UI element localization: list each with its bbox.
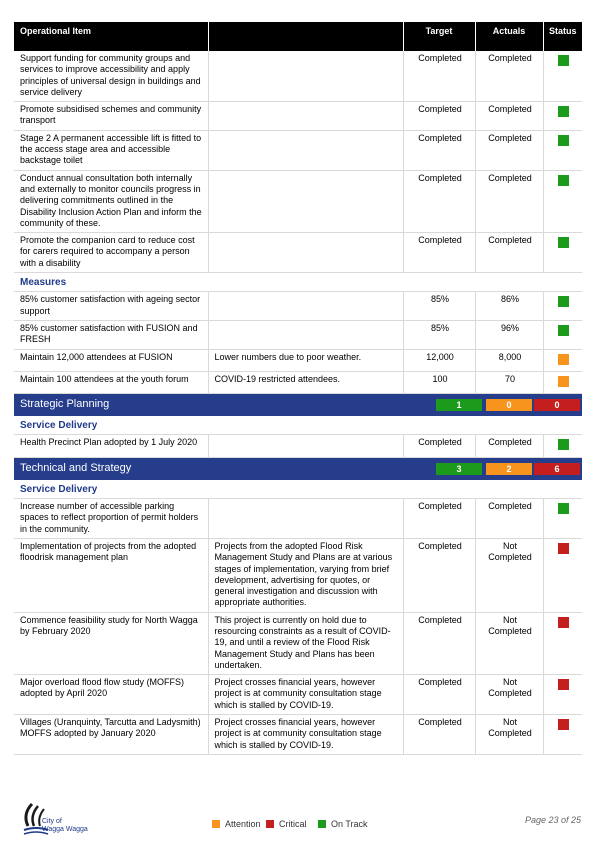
col-status-header: Status (543, 22, 582, 51)
actual-cell: Completed (475, 499, 543, 539)
item-cell: Implementation of projects from the adopted floodrisk management plan (14, 538, 208, 612)
status-indicator-icon (558, 376, 569, 387)
comment-cell (208, 292, 403, 321)
actual-cell: 86% (475, 292, 543, 321)
status-indicator-icon (558, 325, 569, 336)
status-indicator-icon (558, 175, 569, 186)
table-row (14, 292, 582, 321)
logo-line-2: Wagga Wagga (42, 826, 88, 833)
critical-count: 6 (534, 463, 580, 475)
comment-cell: Project crosses financial years, however project is at community consultation stage which is stalled by COVID-19. (208, 715, 403, 755)
col-comment-header (208, 22, 403, 51)
table-row (14, 51, 582, 102)
status-cell (543, 612, 582, 674)
status-cell (543, 675, 582, 715)
section-title: Technical and Strategy (20, 461, 132, 474)
item-cell: Stage 2 A permanent accessible lift is fitted to the access stage area and accessible backstage toilet (14, 130, 208, 170)
status-cell (543, 130, 582, 170)
status-indicator-icon (558, 439, 569, 450)
target-cell: Completed (403, 233, 475, 273)
status-indicator-icon (558, 354, 569, 365)
legend-critical-label: Critical (279, 819, 307, 829)
status-indicator-icon (558, 296, 569, 307)
comment-cell (208, 233, 403, 273)
table-row (14, 435, 582, 457)
target-cell: Completed (403, 499, 475, 539)
status-cell (543, 170, 582, 232)
section-banner (14, 457, 582, 480)
subheading: Service Delivery (14, 416, 582, 435)
target-cell: Completed (403, 435, 475, 457)
col-actuals-header: Actuals (475, 22, 543, 51)
status-indicator-icon (558, 543, 569, 554)
legend-on-track (318, 819, 368, 829)
actual-cell: Completed (475, 435, 543, 457)
target-cell: Completed (403, 612, 475, 674)
target-cell: Completed (403, 715, 475, 755)
table-row (14, 170, 582, 232)
status-cell (543, 715, 582, 755)
table-row (14, 371, 582, 393)
page-number: Page 23 of 25 (524, 815, 581, 825)
item-cell: Promote subsidised schemes and community transport (14, 102, 208, 131)
on-track-count: 3 (436, 463, 482, 475)
item-cell: Major overload flood flow study (MOFFS) adopted by April 2020 (14, 675, 208, 715)
table-row (14, 538, 582, 612)
report-page (14, 22, 582, 755)
table-row (14, 349, 582, 371)
target-cell: 85% (403, 320, 475, 349)
status-cell (543, 435, 582, 457)
item-cell: Conduct annual consultation both internally and externally to monitor councils progress in delivering commitments outlined in the Disability Inclusion Action Plan and inform the community of these. (14, 170, 208, 232)
attention-count: 2 (486, 463, 532, 475)
comment-cell: Lower numbers due to poor weather. (208, 349, 403, 371)
legend-critical (266, 819, 307, 829)
actual-cell: 8,000 (475, 349, 543, 371)
page-footer (0, 800, 599, 847)
comment-cell (208, 130, 403, 170)
status-cell (543, 349, 582, 371)
operational-table (14, 22, 582, 755)
section-title: Strategic Planning (20, 398, 110, 411)
subheading-row (14, 480, 582, 499)
item-cell: Increase number of accessible parking spaces to reflect proportion of permit holders in the community. (14, 499, 208, 539)
status-indicator-icon (558, 237, 569, 248)
actual-cell: 70 (475, 371, 543, 393)
table-row (14, 102, 582, 131)
status-cell (543, 499, 582, 539)
status-cell (543, 371, 582, 393)
status-cell (543, 538, 582, 612)
table-header (14, 22, 582, 51)
target-cell: Completed (403, 538, 475, 612)
comment-cell: Projects from the adopted Flood Risk Management Study and Plans are at various stages of implementation, varying from brief development, advertising for quotes, or general investigation and discussion with appropriate authorities. (208, 538, 403, 612)
on-track-swatch-icon (318, 820, 326, 828)
status-cell (543, 51, 582, 102)
status-indicator-icon (558, 106, 569, 117)
table-row (14, 612, 582, 674)
table-row (14, 675, 582, 715)
subheading-row (14, 416, 582, 435)
comment-cell (208, 499, 403, 539)
item-cell: Maintain 12,000 attendees at FUSION (14, 349, 208, 371)
actual-cell: 96% (475, 320, 543, 349)
actual-cell: Completed (475, 51, 543, 102)
target-cell: Completed (403, 130, 475, 170)
comment-cell: Project crosses financial years, however project is at community consultation stage which is stalled by COVID-19. (208, 675, 403, 715)
comment-cell (208, 170, 403, 232)
subheading-row (14, 273, 582, 292)
status-indicator-icon (558, 503, 569, 514)
target-cell: Completed (403, 51, 475, 102)
subheading: Service Delivery (14, 480, 582, 499)
status-indicator-icon (558, 135, 569, 146)
item-cell: 85% customer satisfaction with ageing sector support (14, 292, 208, 321)
legend-on-track-label: On Track (331, 819, 368, 829)
item-cell: Support funding for community groups and services to improve accessibility and apply principles of universal design in buildings and service delivery (14, 51, 208, 102)
item-cell: Commence feasibility study for North Wagga by February 2020 (14, 612, 208, 674)
status-cell (543, 233, 582, 273)
comment-cell (208, 51, 403, 102)
actual-cell: Not Completed (475, 612, 543, 674)
item-cell: Health Precinct Plan adopted by 1 July 2020 (14, 435, 208, 457)
subheading: Measures (14, 273, 582, 292)
critical-count: 0 (534, 399, 580, 411)
legend-attention (212, 819, 261, 829)
table-row (14, 130, 582, 170)
col-target-header: Target (403, 22, 475, 51)
item-cell: Maintain 100 attendees at the youth forum (14, 371, 208, 393)
attention-swatch-icon (212, 820, 220, 828)
item-cell: Villages (Uranquinty, Tarcutta and Ladysmith) MOFFS adopted by January 2020 (14, 715, 208, 755)
target-cell: Completed (403, 675, 475, 715)
status-indicator-icon (558, 719, 569, 730)
comment-cell (208, 102, 403, 131)
status-indicator-icon (558, 617, 569, 628)
status-indicator-icon (558, 679, 569, 690)
comment-cell: COVID-19 restricted attendees. (208, 371, 403, 393)
critical-swatch-icon (266, 820, 274, 828)
actual-cell: Not Completed (475, 675, 543, 715)
actual-cell: Completed (475, 130, 543, 170)
table-row (14, 499, 582, 539)
table-row (14, 320, 582, 349)
comment-cell (208, 435, 403, 457)
target-cell: 12,000 (403, 349, 475, 371)
target-cell: 85% (403, 292, 475, 321)
status-cell (543, 320, 582, 349)
actual-cell: Not Completed (475, 715, 543, 755)
table-row (14, 233, 582, 273)
actual-cell: Completed (475, 233, 543, 273)
table-row (14, 715, 582, 755)
logo-line-1: City of (42, 818, 62, 825)
status-indicator-icon (558, 55, 569, 66)
attention-count: 0 (486, 399, 532, 411)
status-cell (543, 102, 582, 131)
actual-cell: Completed (475, 170, 543, 232)
legend-attention-label: Attention (225, 819, 261, 829)
section-banner (14, 394, 582, 417)
col-item-header: Operational Item (14, 22, 208, 51)
target-cell: Completed (403, 170, 475, 232)
actual-cell: Not Completed (475, 538, 543, 612)
comment-cell: This project is currently on hold due to resourcing constraints as a result of COVID-19, and until a review of the Flood Risk Management Study and Plans has been undertaken. (208, 612, 403, 674)
status-cell (543, 292, 582, 321)
on-track-count: 1 (436, 399, 482, 411)
target-cell: 100 (403, 371, 475, 393)
comment-cell (208, 320, 403, 349)
target-cell: Completed (403, 102, 475, 131)
item-cell: 85% customer satisfaction with FUSION and FRESH (14, 320, 208, 349)
logo-text (42, 818, 88, 834)
item-cell: Promote the companion card to reduce cost for carers required to accompany a person with a disability (14, 233, 208, 273)
actual-cell: Completed (475, 102, 543, 131)
